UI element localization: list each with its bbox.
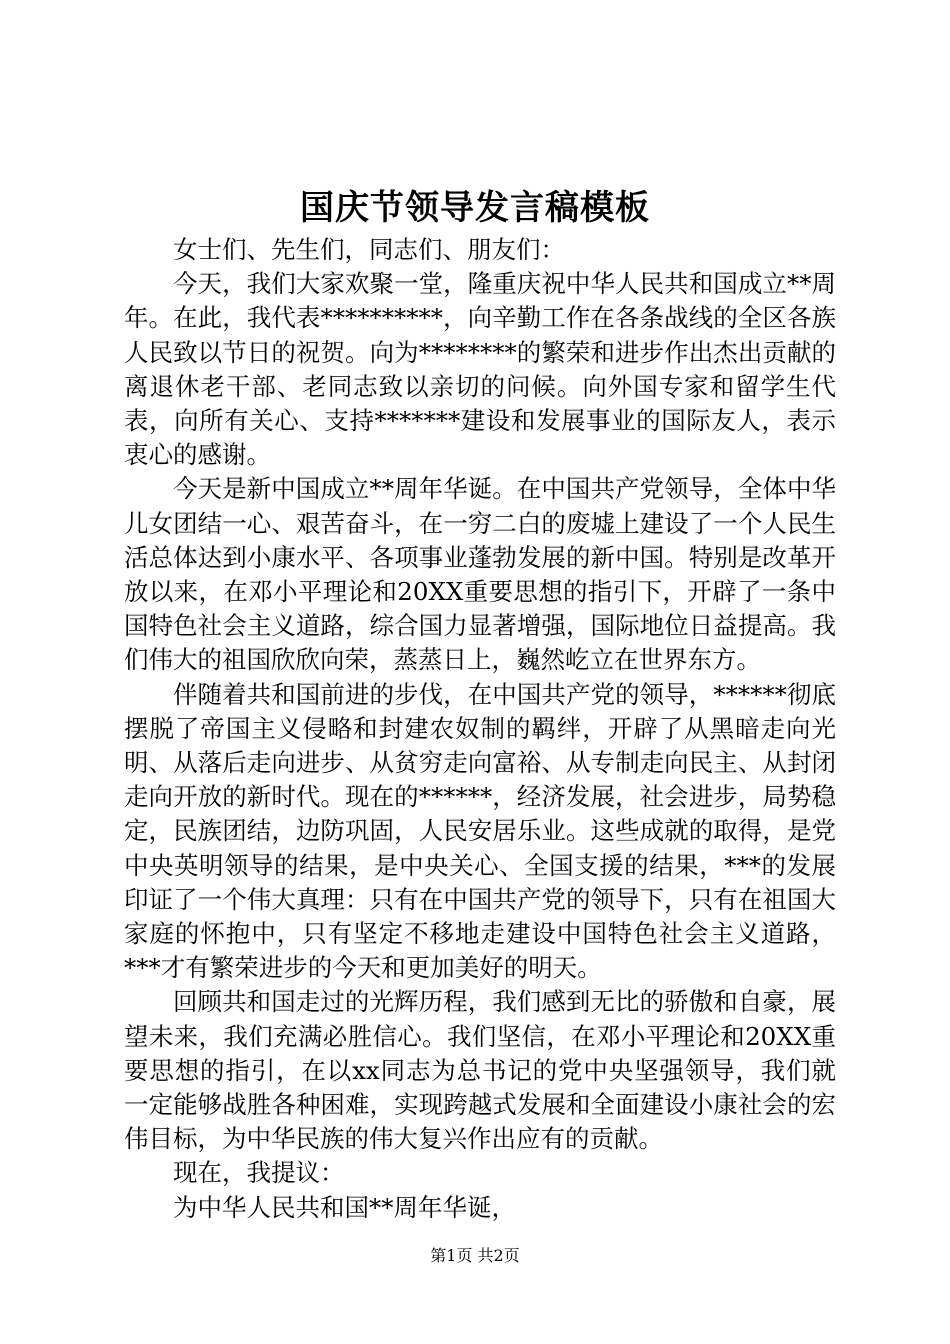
- document-body: [124, 233, 836, 1225]
- paragraph: 今天，我们大家欢聚一堂，隆重庆祝中华人民共和国成立**周年。在此，我代表**********，向辛勤工作在各条战线的全区各族人民致以节日的祝贺。向为********的繁荣和进步作出杰出贡献的离退休老干部、老同志致以亲切的问候。向外国专家和留学生代表，向所有关心、支持*******建设和发展事业的国际友人，表示衷心的感谢。: [124, 269, 836, 470]
- paragraph-greeting: 女士们、先生们，同志们、朋友们：: [173, 235, 565, 264]
- page-footer: 第1页 共2页: [430, 1246, 520, 1265]
- paragraph: 回顾共和国走过的光辉历程，我们感到无比的骄傲和自豪，展望未来，我们充满必胜信心。我们坚信，在邓小平理论和20XX重要思想的指引，在以xx同志为总书记的党中央坚强领导，我们就一定能够战胜各种困难，实现跨越式发展和全面建设小康社会的宏伟目标，为中华民族的伟大复兴作出应有的贡献。: [124, 987, 836, 1154]
- paragraph: 伴随着共和国前进的步伐，在中国共产党的领导，******彻底摆脱了帝国主义侵略和封建农奴制的羁绊，开辟了从黑暗走向光明、从落后走向进步、从贫穷走向富裕、从专制走向民主、从封闭走向开放的新时代。现在的******，经济发展，社会进步，局势稳定，民族团结，边防巩固，人民安居乐业。这些成就的取得，是党中央英明领导的结果，是中央关心、全国支援的结果，***的发展印证了一个伟大真理：只有在中国共产党的领导下，只有在祖国大家庭的怀抱中，只有坚定不移地走建设中国特色社会主义道路，***才有繁荣进步的今天和更加美好的明天。: [124, 679, 836, 983]
- document-title: 国庆节领导发言稿模板: [300, 188, 650, 228]
- paragraph: 为中华人民共和国**周年华诞，: [173, 1192, 516, 1222]
- paragraph: 现在，我提议：: [173, 1158, 345, 1188]
- paragraph: 今天是新中国成立**周年华诞。在中国共产党领导，全体中华儿女团结一心、艰苦奋斗，在一穷二白的废墟上建设了一个人民生活总体达到小康水平、各项事业蓬勃发展的新中国。特别是改革开放以来，在邓小平理论和20XX重要思想的指引下，开辟了一条中国特色社会主义道路，综合国力显著增强，国际地位日益提高。我们伟大的祖国欣欣向荣，蒸蒸日上，巍然屹立在世界东方。: [124, 474, 836, 675]
